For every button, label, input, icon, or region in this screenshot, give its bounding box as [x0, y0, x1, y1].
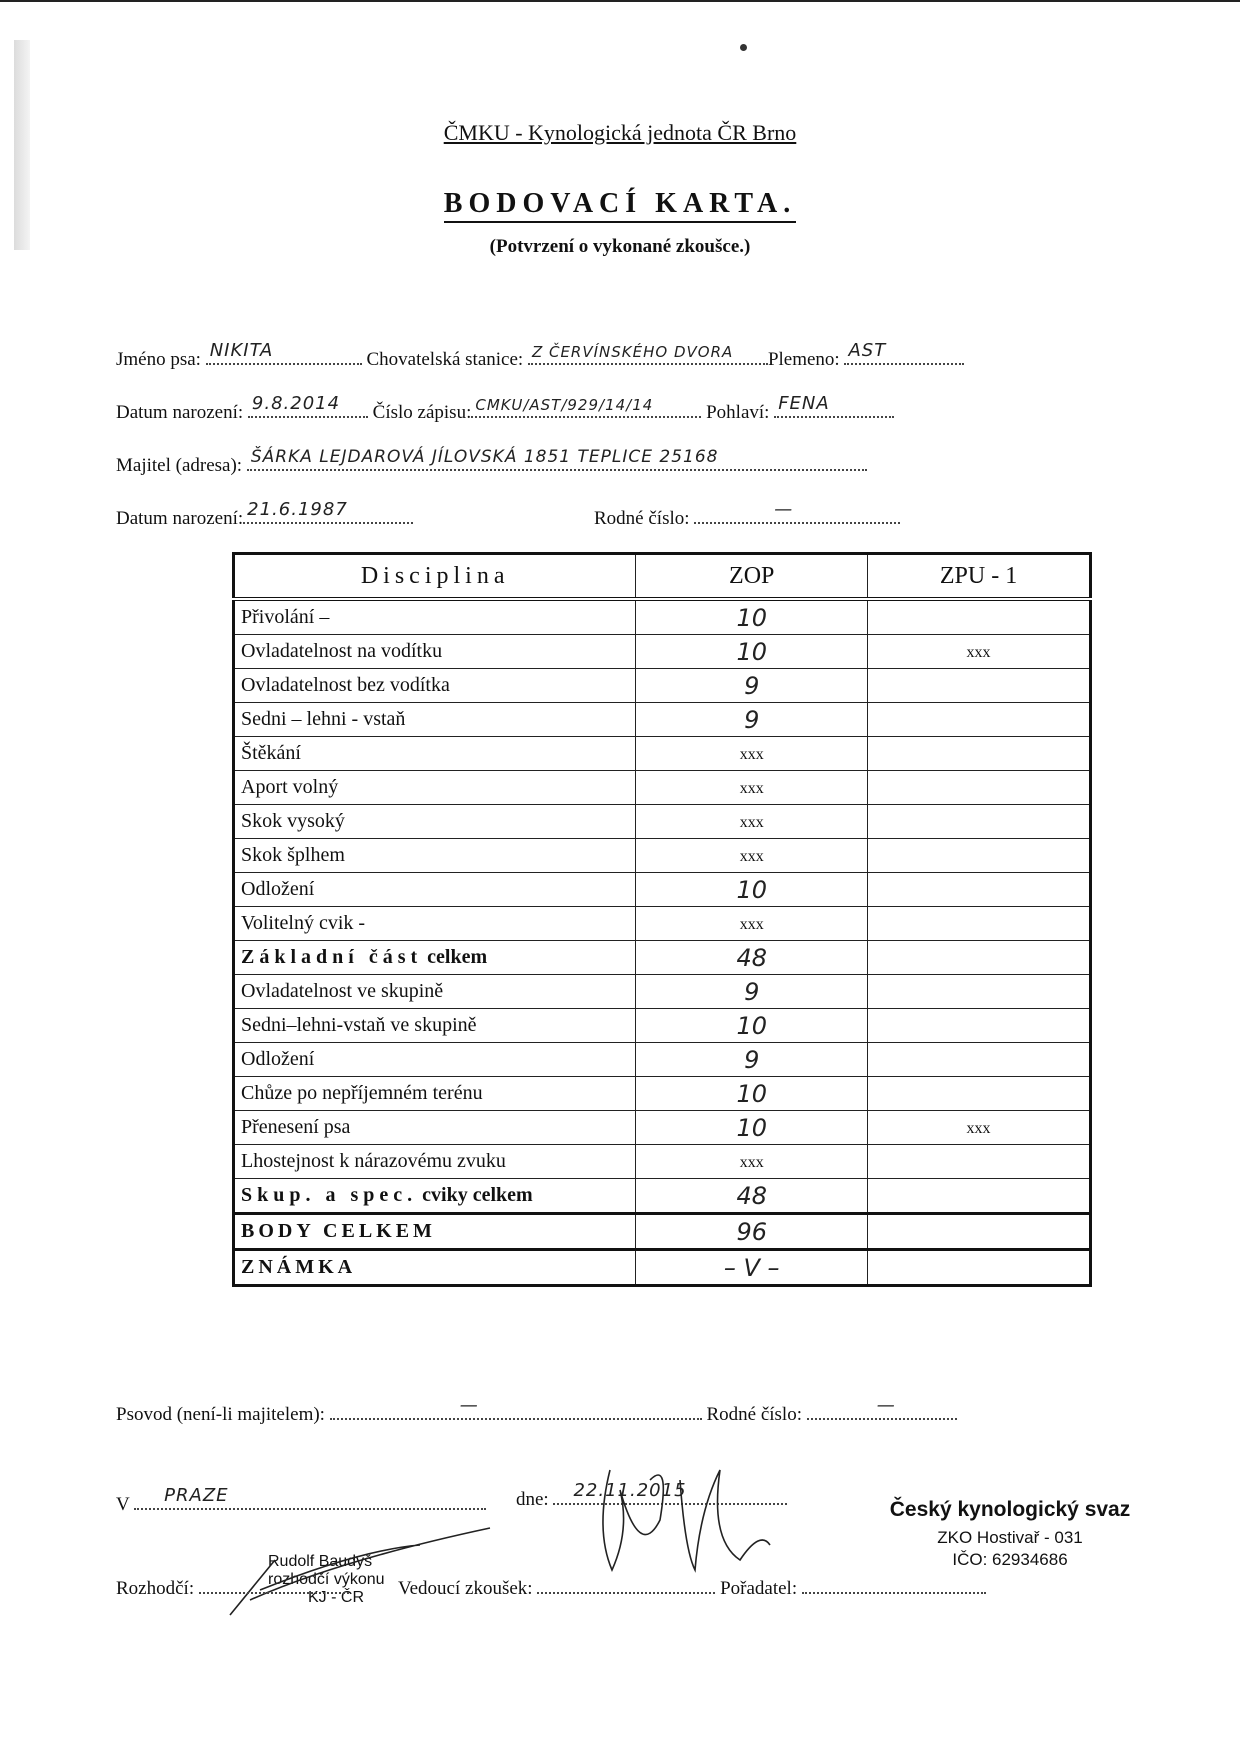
dog-birth-value: 9.8.2014: [251, 393, 341, 414]
zpu-score: [868, 975, 1091, 1009]
zop-score: [636, 599, 868, 635]
owner-address-value: ŠÁRKA LEJDAROVÁ JÍLOVSKÁ 1851 TEPLICE 25168: [250, 447, 719, 467]
grand-zop: [636, 1214, 868, 1250]
table-row: [234, 975, 1091, 1009]
signature-row: [116, 1574, 349, 1600]
table-row: [234, 1111, 1091, 1145]
zop-score-value: xxx: [739, 1154, 764, 1171]
judge-label: Rozhodčí:: [116, 1578, 195, 1599]
zpu-score-value: xxx: [966, 644, 991, 661]
zop-score-value: 10: [736, 1079, 767, 1108]
zpu-score: [868, 737, 1091, 771]
table-row: [234, 599, 1091, 635]
total-zop: [636, 941, 868, 975]
judge-signature: [220, 1520, 510, 1620]
grand-row: [234, 1214, 1091, 1250]
discipline-label: Štěkání: [241, 742, 301, 764]
discipline-label: Ovladatelnost na vodítku: [241, 640, 443, 662]
grand-label-text: BODY CELKEM: [241, 1220, 436, 1242]
discipline-label: Skok vysoký: [241, 810, 345, 832]
discipline-name: [234, 703, 636, 737]
zpu-score: [868, 1145, 1091, 1179]
zop-score: [636, 635, 868, 669]
zop-score: [636, 975, 868, 1009]
discipline-label: Odložení: [241, 878, 315, 900]
discipline-name: [234, 873, 636, 907]
handler-id-label: Rodné číslo:: [706, 1404, 802, 1425]
table-row: [234, 737, 1091, 771]
grand-label: [234, 1250, 636, 1286]
zpu-score-value: xxx: [966, 1120, 991, 1137]
zop-score: [636, 703, 868, 737]
total-label-rest: celkem: [427, 946, 488, 968]
zop-score-value: 9: [744, 671, 760, 700]
owner-birth-row: [116, 499, 413, 530]
discipline-name: [234, 907, 636, 941]
total-label-rest: cviky celkem: [422, 1184, 533, 1206]
stamp-line-2: ZKO Hostivař - 031: [937, 1528, 1083, 1547]
zop-score: [636, 1043, 868, 1077]
total-label-spaced: Základní část: [241, 946, 423, 968]
discipline-name: [234, 737, 636, 771]
discipline-name: [234, 669, 636, 703]
table-row: [234, 805, 1091, 839]
place-row: [116, 1485, 486, 1516]
document-title: [0, 188, 1240, 220]
zpu-score: [868, 1111, 1091, 1145]
sex-label: Pohlaví:: [706, 402, 770, 423]
total-row: [234, 1179, 1091, 1214]
zpu-score: [868, 805, 1091, 839]
zpu-score: [868, 1009, 1091, 1043]
stamp-line-3: IČO: 62934686: [952, 1550, 1068, 1569]
handler-row: [116, 1395, 957, 1426]
total-zpu: [868, 1179, 1091, 1214]
zpu-score: [868, 635, 1091, 669]
discipline-name: [234, 805, 636, 839]
leader-row: [398, 1574, 986, 1600]
grand-row: [234, 1250, 1091, 1286]
breed-value: AST: [848, 340, 887, 361]
discipline-name: [234, 1145, 636, 1179]
table-row: [234, 873, 1091, 907]
zpu-score: [868, 1077, 1091, 1111]
total-zop-value: 48: [736, 943, 767, 972]
handler-label: Psovod (není-li majitelem):: [116, 1404, 325, 1425]
table-header-row: [234, 554, 1091, 600]
discipline-label: Přivolání –: [241, 606, 330, 628]
discipline-name: [234, 975, 636, 1009]
discipline-label: Chůze po nepříjemném terénu: [241, 1082, 483, 1104]
organizer-stamp: [870, 1498, 1150, 1570]
table-row: [234, 635, 1091, 669]
zop-score: [636, 907, 868, 941]
zop-score-value: 9: [744, 1045, 760, 1074]
owner-id-label: Rodné číslo:: [594, 508, 690, 529]
table-row: [234, 1145, 1091, 1179]
total-zop: [636, 1179, 868, 1214]
discipline-label: Aport volný: [241, 776, 339, 798]
breed-label: Plemeno:: [767, 349, 840, 370]
judge-stamp-name: Rudolf Baudyš: [268, 1553, 373, 1570]
discipline-name: [234, 839, 636, 873]
zop-score: [636, 669, 868, 703]
discipline-name: [234, 635, 636, 669]
owner-birth-value: 21.6.1987: [247, 499, 348, 520]
total-row: [234, 941, 1091, 975]
grand-zop-value: – V –: [723, 1253, 780, 1282]
discipline-name: [234, 1009, 636, 1043]
discipline-name: [234, 1043, 636, 1077]
dog-name-label: Jméno psa:: [116, 349, 201, 370]
zpu-score: [868, 771, 1091, 805]
zop-score-value: 9: [744, 705, 760, 734]
discipline-label: Sedni – lehni - vstaň: [241, 708, 406, 730]
zpu-score: [868, 599, 1091, 635]
table-row: [234, 771, 1091, 805]
zpu-score: [868, 839, 1091, 873]
zpu-score: [868, 703, 1091, 737]
dog-birth-row: [116, 393, 894, 424]
grand-label-text: ZNÁMKA: [241, 1256, 357, 1278]
zop-score-value: xxx: [739, 848, 764, 865]
place-label: V: [116, 1494, 130, 1515]
grand-zop: [636, 1250, 868, 1286]
kennel-label: Chovatelská stanice:: [366, 349, 524, 370]
organization-header: ČMKU - Kynologická jednota ČR Brno: [443, 120, 797, 145]
owner-id-value: —: [774, 499, 794, 520]
zop-score: [636, 737, 868, 771]
judge-stamp-org: KJ - ČR: [308, 1589, 364, 1606]
zpu-score: [868, 873, 1091, 907]
scan-speck: [740, 44, 747, 51]
handler-value: —: [459, 1395, 479, 1416]
score-table-body: [234, 599, 1091, 1286]
total-label: [234, 1179, 636, 1214]
table-row: [234, 1043, 1091, 1077]
owner-address-label: Majitel (adresa):: [116, 455, 243, 476]
zop-score: [636, 1077, 868, 1111]
document-subtitle: (Potvrzení o vykonané zkoušce.): [489, 236, 751, 257]
discipline-label: Volitelný cvik -: [241, 912, 366, 934]
zop-score-value: 10: [736, 1011, 767, 1040]
header-zop: ZOP: [636, 554, 868, 600]
discipline-label: Lhostejnost k nárazovému zvuku: [241, 1150, 506, 1172]
discipline-label: Přenesení psa: [241, 1116, 351, 1138]
header-discipline: Disciplina: [234, 554, 636, 600]
zop-score-value: 10: [736, 637, 767, 666]
stamp-line-1: Český kynologický svaz: [889, 1498, 1131, 1521]
table-row: [234, 839, 1091, 873]
judge-stamp-role: rozhodčí výkonu: [268, 1571, 385, 1588]
zpu-score: [868, 907, 1091, 941]
zop-score: [636, 805, 868, 839]
table-row: [234, 669, 1091, 703]
table-row: [234, 703, 1091, 737]
grand-zpu: [868, 1250, 1091, 1286]
date-label: dne:: [516, 1489, 549, 1510]
leader-label: Vedoucí zkoušek:: [398, 1578, 533, 1599]
registry-value: CMKU/AST/929/14/14: [475, 396, 654, 414]
discipline-label: Ovladatelnost bez vodítka: [241, 674, 450, 696]
owner-address-row: [116, 447, 867, 477]
zop-score-value: 10: [736, 875, 767, 904]
zop-score: [636, 839, 868, 873]
table-row: [234, 1077, 1091, 1111]
zop-score-value: 10: [736, 1113, 767, 1142]
zpu-score: [868, 1043, 1091, 1077]
zop-score: [636, 873, 868, 907]
organizer-label: Pořadatel:: [720, 1578, 798, 1599]
dog-name-value: NIKITA: [209, 340, 274, 361]
grand-label: [234, 1214, 636, 1250]
scan-edge: [0, 0, 1240, 2]
discipline-name: [234, 1111, 636, 1145]
zop-score-value: 9: [744, 977, 760, 1006]
zop-score-value: 10: [736, 603, 767, 632]
sex-value: FENA: [778, 393, 830, 414]
zop-score: [636, 1145, 868, 1179]
zop-score-value: xxx: [739, 746, 764, 763]
dog-birth-label: Datum narození:: [116, 402, 244, 423]
grand-zpu: [868, 1214, 1091, 1250]
leader-signature: [590, 1450, 780, 1580]
header-zpu: ZPU - 1: [868, 554, 1091, 600]
total-label-spaced: Skup. a spec.: [241, 1184, 418, 1206]
discipline-name: [234, 771, 636, 805]
zop-score: [636, 771, 868, 805]
discipline-label: Skok šplhem: [241, 844, 345, 866]
table-row: [234, 907, 1091, 941]
handler-id-value: —: [876, 1395, 896, 1416]
table-row: [234, 1009, 1091, 1043]
dog-name-row: [116, 340, 964, 371]
discipline-name: [234, 1077, 636, 1111]
total-zpu: [868, 941, 1091, 975]
zpu-score: [868, 669, 1091, 703]
zop-score-value: xxx: [739, 780, 764, 797]
document-title-text: BODOVACÍ KARTA.: [444, 188, 796, 223]
registry-label: Číslo zápisu:: [372, 402, 472, 423]
zop-score: [636, 1111, 868, 1145]
discipline-label: Odložení: [241, 1048, 315, 1070]
total-zop-value: 48: [736, 1181, 767, 1210]
zop-score: [636, 1009, 868, 1043]
discipline-name: [234, 599, 636, 635]
date-value: 22.11.2015: [573, 1480, 687, 1501]
zop-score-value: xxx: [739, 814, 764, 831]
grand-zop-value: 96: [736, 1217, 767, 1246]
discipline-label: Sedni–lehni-vstaň ve skupině: [241, 1014, 477, 1036]
discipline-label: Ovladatelnost ve skupině: [241, 980, 444, 1002]
score-table: [232, 552, 1092, 1287]
zop-score-value: xxx: [739, 916, 764, 933]
owner-id-row: [594, 499, 900, 530]
place-value: PRAZE: [164, 1485, 229, 1506]
kennel-value: Z ČERVÍNSKÉHO DVORA: [531, 343, 734, 361]
owner-birth-label: Datum narození:: [116, 508, 244, 529]
total-label: [234, 941, 636, 975]
